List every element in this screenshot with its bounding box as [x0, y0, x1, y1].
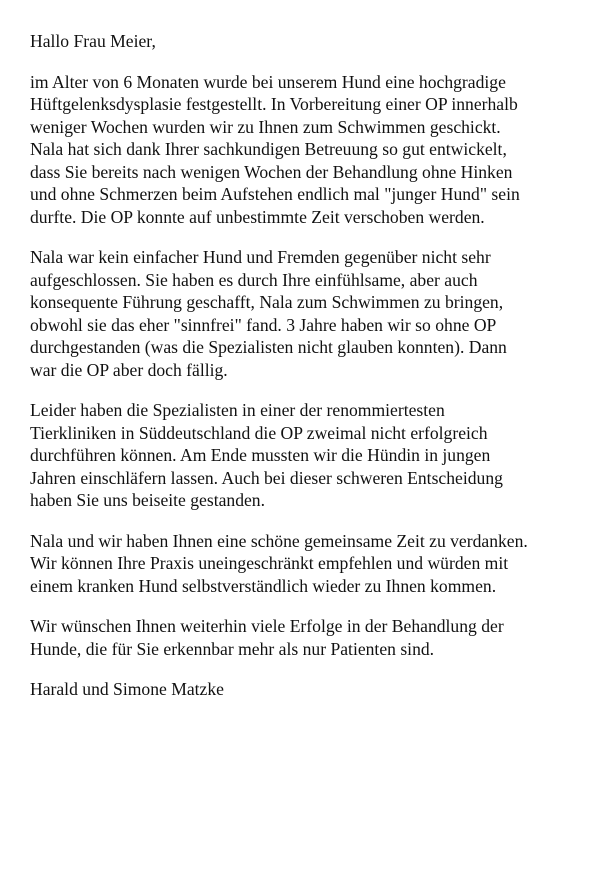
text-line: Wir können Ihre Praxis uneingeschränkt empfehlen und würden mit	[30, 553, 509, 573]
paragraph-recommendation	[30, 530, 570, 598]
text-line: aufgeschlossen. Sie haben es durch Ihre einfühlsame, aber auch	[30, 269, 478, 290]
signature: Harald und Simone Matzke	[30, 679, 224, 699]
text-line: einem kranken Hund selbstverständlich wieder zu Ihnen kommen.	[30, 575, 497, 596]
text-line: durfte. Die OP konnte auf unbestimmte Zeit verschoben werden.	[30, 206, 485, 227]
text-line: Nala und wir haben Ihnen eine schöne gemeinsame Zeit zu verdanken.	[30, 530, 528, 551]
text-line: Nala hat sich dank Ihrer sachkundigen Betreuung so gut entwickelt,	[30, 139, 507, 159]
paragraph-swimming	[30, 246, 570, 381]
text-line: Hüftgelenksdysplasie festgestellt. In Vorbereitung einer OP innerhalb	[30, 94, 518, 114]
paragraph-surgery	[30, 399, 570, 512]
letter	[30, 30, 570, 719]
text-line: und ohne Schmerzen beim Aufstehen endlich mal "junger Hund" sein	[30, 184, 520, 204]
salutation: Hallo Frau Meier,	[30, 31, 156, 51]
paragraph-diagnosis	[30, 71, 570, 229]
text-line: durchgestanden (was die Spezialisten nicht glauben konnten). Dann	[30, 337, 507, 357]
text-line: durchführen können. Am Ende mussten wir die Hündin in jungen	[30, 445, 491, 465]
text-line: Jahren einschläfern lassen. Auch bei dieser schweren Entscheidung	[30, 467, 503, 488]
text-line: Nala war kein einfacher Hund und Fremden gegenüber nicht sehr	[30, 247, 491, 267]
text-line: war die OP aber doch fällig.	[30, 359, 228, 380]
text-line: dass Sie bereits nach wenigen Wochen der Behandlung ohne Hinken	[30, 161, 513, 182]
text-line: obwohl sie das eher "sinnfrei" fand. 3 Jahre haben wir so ohne OP	[30, 314, 497, 335]
text-line: haben Sie uns beiseite gestanden.	[30, 490, 266, 510]
paragraph-wishes	[30, 615, 570, 660]
text-line: Hunde, die für Sie erkennbar mehr als nur Patienten sind.	[30, 638, 435, 659]
text-line: Leider haben die Spezialisten in einer der renommiertesten	[30, 400, 445, 420]
text-line: konsequente Führung geschafft, Nala zum Schwimmen zu bringen,	[30, 292, 504, 312]
text-line: Tierkliniken in Süddeutschland die OP zweimal nicht erfolgreich	[30, 422, 488, 443]
text-line: Wir wünschen Ihnen weiterhin viele Erfolge in der Behandlung der	[30, 616, 504, 636]
text-line: weniger Wochen wurden wir zu Ihnen zum Schwimmen geschickt.	[30, 116, 501, 137]
text-line: im Alter von 6 Monaten wurde bei unserem Hund eine hochgradige	[30, 71, 506, 92]
